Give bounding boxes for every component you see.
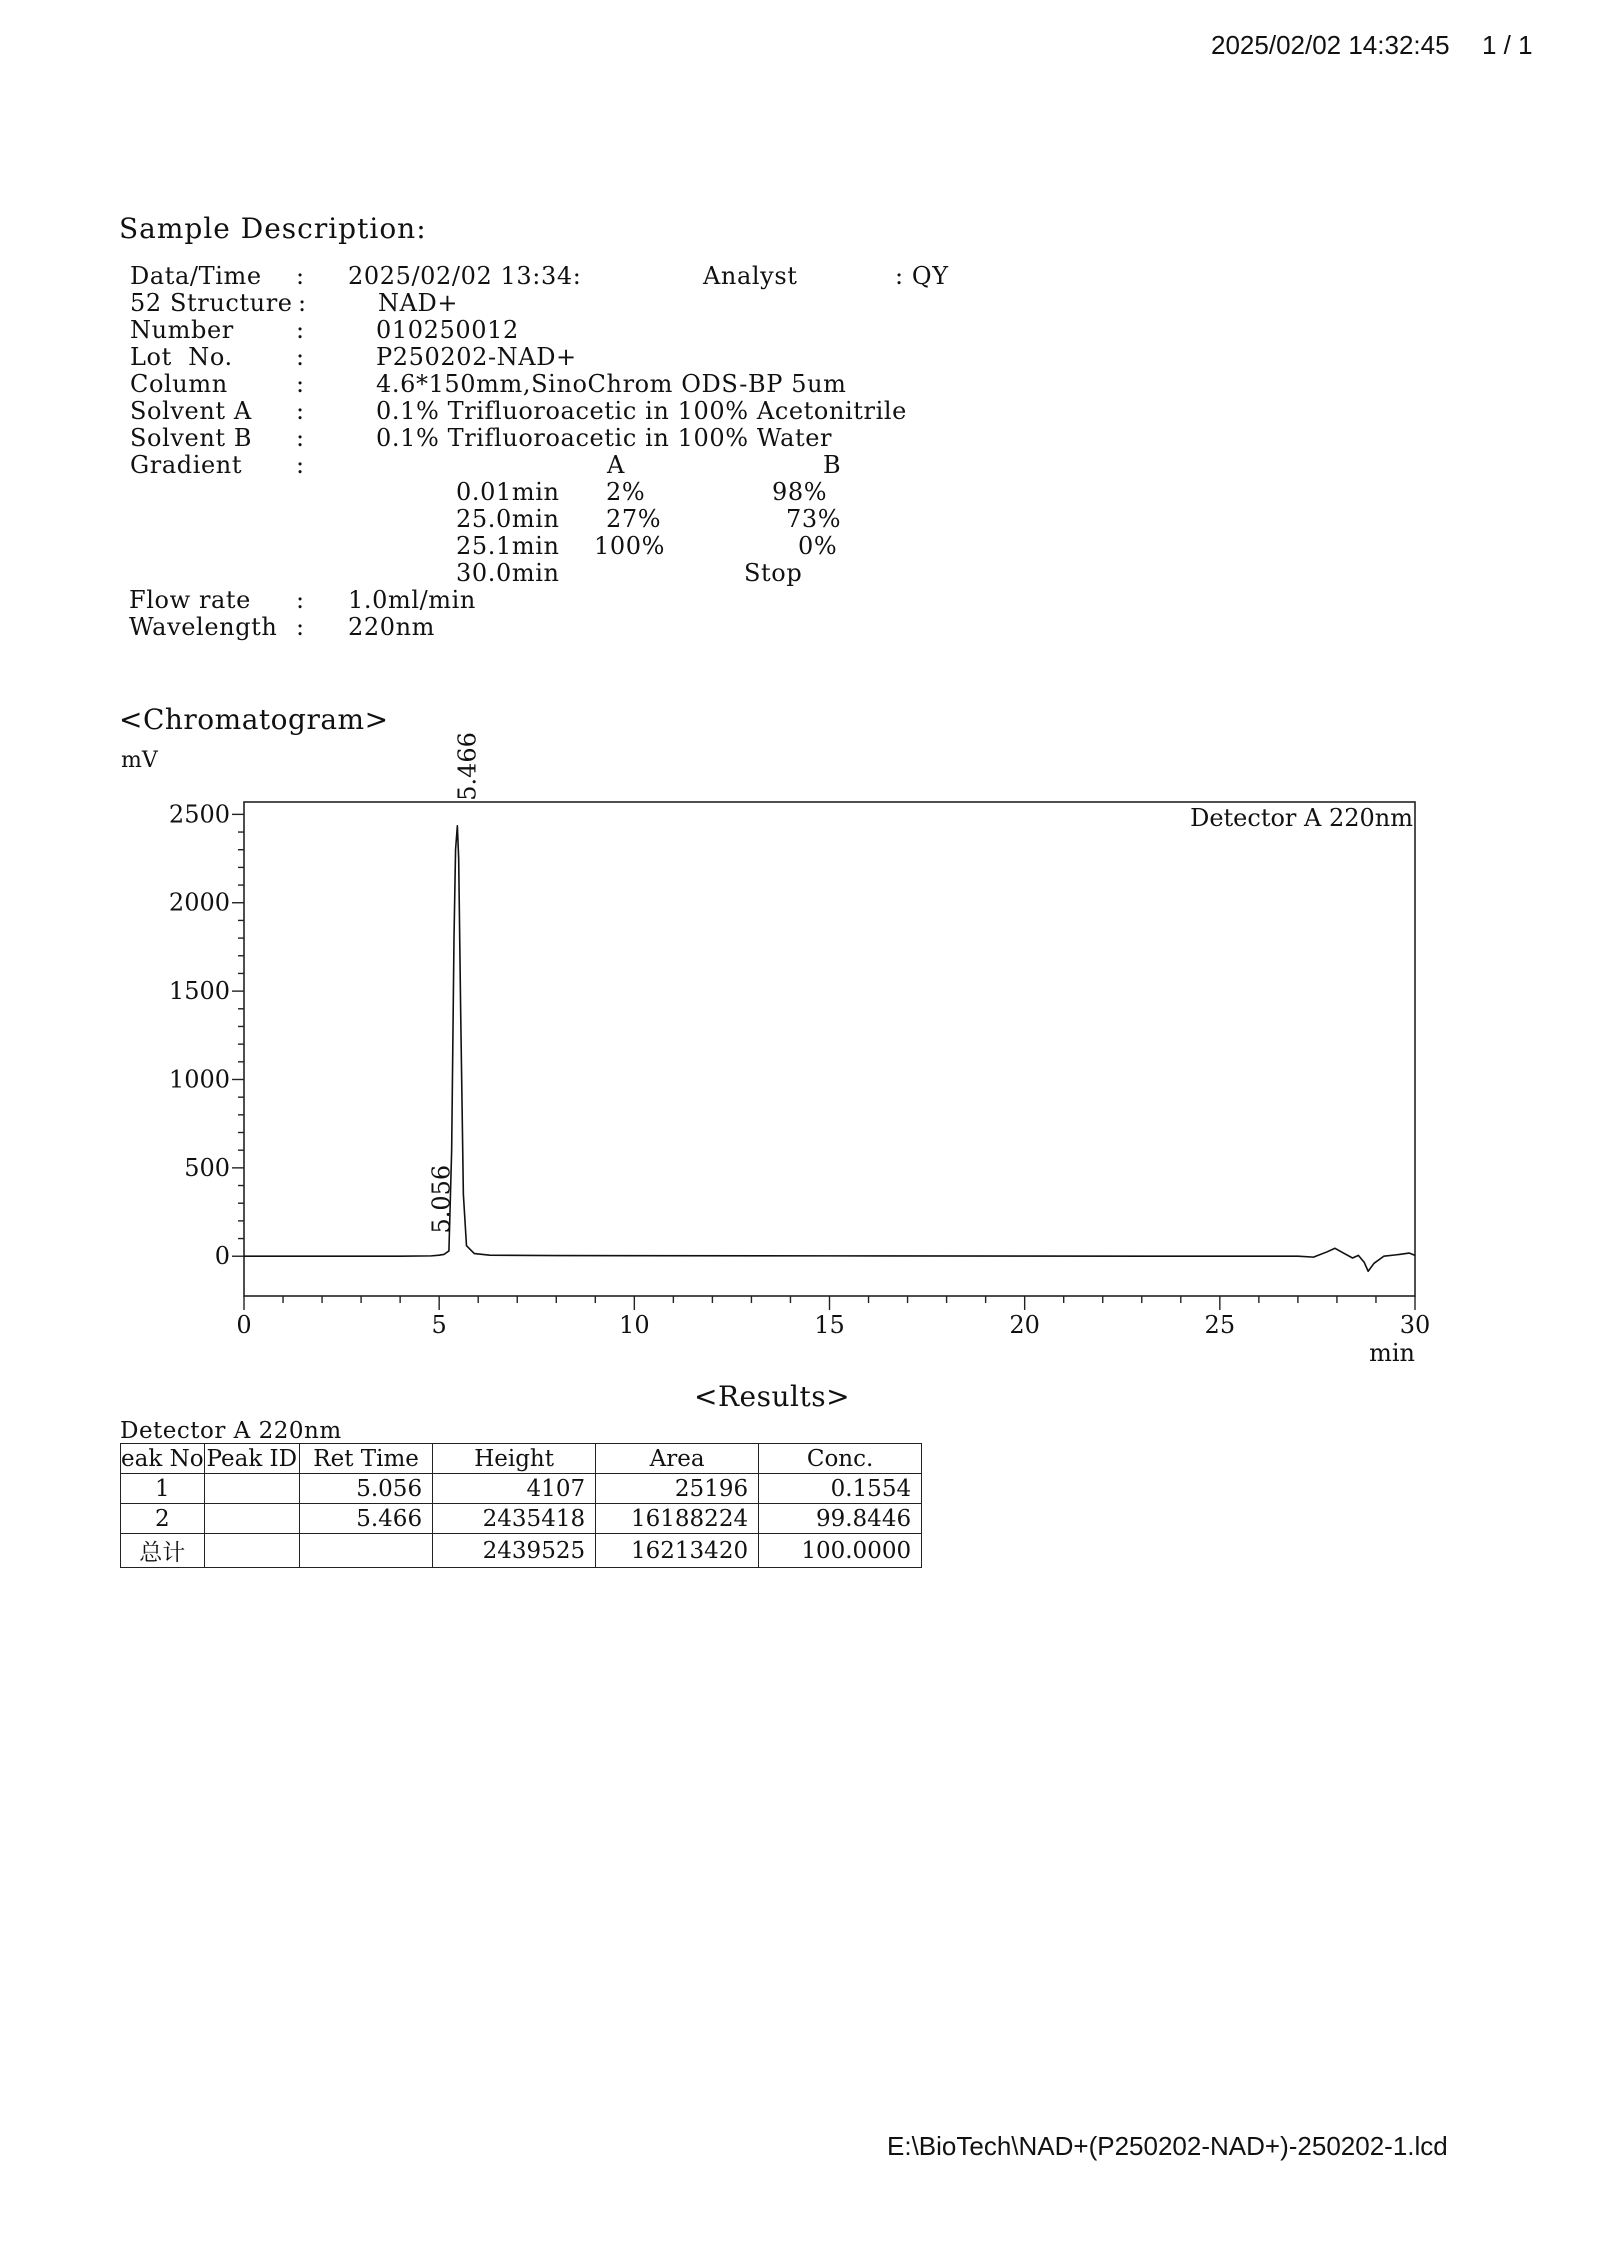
desc-value-datetime: 2025/02/02 13:34:	[348, 262, 582, 290]
gradient-step-a: 2%	[606, 478, 646, 506]
cell-area: 16188224	[596, 1504, 759, 1534]
y-tick-label: 2500	[168, 800, 230, 829]
peak-rt-label: 5.056	[427, 1164, 456, 1234]
cell-height: 4107	[433, 1474, 596, 1504]
desc-label-gradient: Gradient	[130, 451, 243, 479]
gradient-step-b: 0%	[798, 532, 838, 560]
desc-value-wavelength: 220nm	[348, 613, 436, 641]
desc-label-wavelength: Wavelength	[129, 613, 278, 641]
cell-peak-no: 1	[121, 1474, 205, 1504]
col-peak-no: eak No	[121, 1445, 204, 1472]
desc-sep-solvent-b: :	[296, 424, 305, 452]
peak-rt-label: 5.466	[453, 732, 482, 801]
col-conc: Conc.	[759, 1444, 922, 1474]
y-tick-label: 0	[214, 1242, 230, 1271]
y-tick-label: 500	[184, 1153, 230, 1182]
page-number: 1 / 1	[1482, 30, 1533, 60]
cell-ret-time: 5.056	[300, 1474, 433, 1504]
x-tick-label: 25	[1204, 1311, 1236, 1339]
gradient-step-a: 27%	[606, 505, 662, 533]
desc-sep-gradient: :	[296, 451, 305, 479]
results-heading: <Results>	[694, 1380, 851, 1413]
cell-conc: 100.0000	[759, 1534, 922, 1568]
table-row	[121, 1474, 922, 1504]
desc-label-column: Column	[130, 370, 228, 398]
cell-ret-time	[300, 1534, 433, 1568]
desc-value-analyst: : QY	[895, 262, 949, 290]
cell-total-label: 总计	[121, 1534, 205, 1568]
desc-value-number: 010250012	[376, 316, 519, 344]
gradient-step-time: 30.0min	[456, 559, 560, 587]
cell-conc: 99.8446	[759, 1504, 922, 1534]
desc-sep-column: :	[296, 370, 305, 398]
y-tick-label: 1500	[168, 977, 230, 1006]
desc-sep-number: :	[296, 316, 305, 344]
desc-label-lot: Lot No.	[130, 343, 233, 371]
cell-area: 25196	[596, 1474, 759, 1504]
cell-height: 2435418	[433, 1504, 596, 1534]
cell-conc: 0.1554	[759, 1474, 922, 1504]
y-tick-label: 1000	[168, 1065, 230, 1094]
desc-value-lot: P250202-NAD+	[376, 343, 577, 371]
col-ret-time: Ret Time	[300, 1444, 433, 1474]
gradient-step-time: 25.1min	[456, 532, 560, 560]
plot-frame	[244, 802, 1415, 1296]
gradient-col-b: B	[823, 451, 842, 479]
cell-ret-time: 5.466	[300, 1504, 433, 1534]
desc-value-column: 4.6*150mm,SinoChrom ODS-BP 5um	[376, 370, 847, 398]
desc-value-structure: NAD+	[378, 289, 459, 317]
desc-value-solvent-b: 0.1% Trifluoroacetic in 100% Water	[376, 424, 833, 452]
cell-peak-no: 2	[121, 1504, 205, 1534]
footer-file-path: E:\BioTech\NAD+(P250202-NAD+)-250202-1.lcd	[887, 2131, 1448, 2161]
desc-label-structure: 52 Structure	[130, 289, 293, 317]
gradient-step-b: 73%	[786, 505, 842, 533]
desc-label-solvent-b: Solvent B	[130, 424, 253, 452]
gradient-step-b: Stop	[744, 559, 803, 587]
results-table	[120, 1443, 922, 1568]
sample-description-heading: Sample Description:	[119, 212, 427, 245]
cell-peak-id	[204, 1504, 300, 1534]
desc-label-flow-rate: Flow rate	[129, 586, 251, 614]
desc-label-datetime: Data/Time	[130, 262, 262, 290]
x-tick-label: 0	[236, 1311, 252, 1339]
desc-value-solvent-a: 0.1% Trifluoroacetic in 100% Acetonitrile	[376, 397, 907, 425]
gradient-step-a: 100%	[594, 532, 666, 560]
x-axis-unit-label: min	[1369, 1339, 1415, 1367]
x-axis-ticks	[236, 1296, 1430, 1339]
desc-sep-wavelength: :	[296, 613, 305, 641]
desc-sep-structure: :	[298, 289, 307, 317]
results-header-row	[121, 1444, 922, 1474]
x-tick-label: 5	[431, 1311, 447, 1339]
gradient-col-a: A	[607, 451, 625, 479]
desc-sep-datetime: :	[296, 262, 305, 290]
y-tick-label: 2000	[168, 888, 230, 917]
results-detector-label: Detector A 220nm	[120, 1418, 342, 1444]
cell-area: 16213420	[596, 1534, 759, 1568]
desc-label-analyst: Analyst	[703, 262, 798, 290]
x-tick-label: 20	[1009, 1311, 1040, 1339]
cell-height: 2439525	[433, 1534, 596, 1568]
desc-value-flow-rate: 1.0ml/min	[348, 586, 476, 614]
col-height: Height	[433, 1444, 596, 1474]
desc-sep-solvent-a: :	[296, 397, 305, 425]
col-peak-id: Peak ID	[204, 1444, 300, 1474]
y-axis-ticks	[169, 800, 244, 1270]
gradient-step-b: 98%	[772, 478, 828, 506]
x-tick-label: 10	[619, 1311, 650, 1339]
desc-sep-flow-rate: :	[296, 586, 305, 614]
desc-label-number: Number	[130, 316, 234, 344]
table-total-row	[121, 1534, 922, 1568]
col-area: Area	[596, 1444, 759, 1474]
desc-label-solvent-a: Solvent A	[130, 397, 252, 425]
x-tick-label: 15	[814, 1311, 845, 1339]
cell-peak-id	[204, 1534, 300, 1568]
x-tick-label: 30	[1399, 1311, 1431, 1339]
y-axis-unit-label: mV	[121, 748, 158, 773]
chromatogram-heading: <Chromatogram>	[119, 703, 389, 736]
print-timestamp: 2025/02/02 14:32:45	[1211, 30, 1450, 60]
gradient-step-time: 0.01min	[456, 478, 560, 506]
cell-peak-id	[204, 1474, 300, 1504]
detector-legend: Detector A 220nm	[1190, 804, 1413, 832]
gradient-step-time: 25.0min	[456, 505, 560, 533]
desc-sep-lot: :	[296, 343, 305, 371]
table-row	[121, 1504, 922, 1534]
chromatogram-trace	[244, 826, 1415, 1271]
